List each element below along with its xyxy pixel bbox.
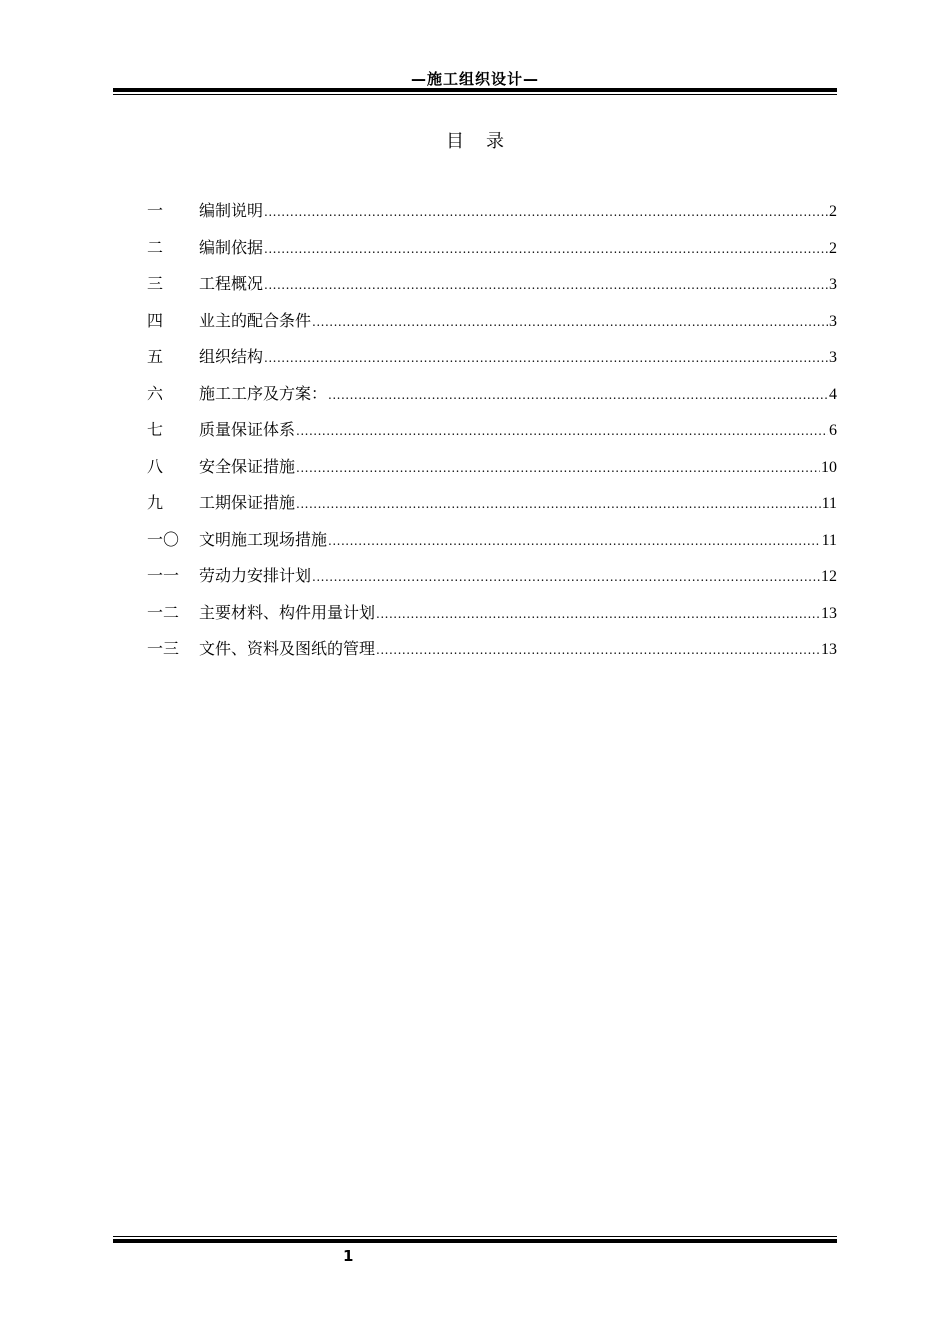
footer-rule-thick xyxy=(113,1239,837,1243)
header-rule-thick xyxy=(113,88,837,92)
toc-leader-dots xyxy=(376,643,820,657)
toc-entry-number: 九 xyxy=(147,493,164,512)
toc-entry-title: 工期保证措施 xyxy=(199,493,296,512)
toc-entry[interactable] xyxy=(147,308,837,345)
toc-entry-number: 二 xyxy=(147,237,164,257)
toc-entry-page: 2 xyxy=(829,203,837,220)
toc-entry-number: 一三 xyxy=(147,639,180,658)
toc-entry-number: 五 xyxy=(147,347,164,366)
toc-leader-dots xyxy=(296,424,828,438)
toc-entry-title: 编制说明 xyxy=(199,201,264,220)
toc-entry-page: 6 xyxy=(829,422,837,439)
toc-entry-page: 3 xyxy=(829,312,837,330)
footer-rule-thin xyxy=(113,1236,837,1237)
header-title: —施工组织设计— xyxy=(410,70,539,88)
toc-entry-number: 八 xyxy=(147,456,164,476)
toc-entry-title: 工程概况 xyxy=(199,274,264,293)
page-number: 1 xyxy=(343,1247,354,1265)
toc-entry[interactable] xyxy=(147,636,837,673)
toc-entry-number: 一一 xyxy=(147,566,180,585)
header-rule-thin xyxy=(113,94,837,95)
toc-entry-number: 一二 xyxy=(147,602,180,622)
toc-entry[interactable] xyxy=(147,198,837,235)
toc-leader-dots xyxy=(264,205,828,219)
toc-entry[interactable] xyxy=(147,563,837,600)
toc-entry[interactable] xyxy=(147,527,837,564)
toc-entry[interactable] xyxy=(147,381,837,418)
toc-title xyxy=(0,127,950,153)
toc-entry[interactable] xyxy=(147,235,837,272)
toc-entry[interactable] xyxy=(147,344,837,381)
toc-entry-title: 质量保证体系 xyxy=(199,420,296,439)
toc-leader-dots xyxy=(376,607,820,621)
toc-entry-page: 2 xyxy=(829,239,837,257)
toc-entry[interactable] xyxy=(147,454,837,491)
toc-entry-number: 四 xyxy=(147,310,164,330)
toc-entry[interactable] xyxy=(147,600,837,637)
toc-entry-number: 七 xyxy=(147,420,164,439)
toc-entry[interactable] xyxy=(147,417,837,454)
toc-title-char: 目 xyxy=(446,131,464,152)
toc-entry-page: 3 xyxy=(829,349,837,366)
toc-entry-page: 11 xyxy=(821,531,837,549)
toc-entry-title: 编制依据 xyxy=(199,237,264,257)
toc-entry-title: 主要材料、构件用量计划 xyxy=(199,602,376,622)
toc-entry-number: 三 xyxy=(147,274,164,293)
toc-entry-page: 10 xyxy=(821,458,837,476)
toc-entry-title: 施工工序及方案： xyxy=(199,383,328,403)
toc-entry[interactable] xyxy=(147,271,837,308)
toc-entry-title: 安全保证措施 xyxy=(199,456,296,476)
toc-entry-title: 文明施工现场措施 xyxy=(199,529,328,549)
toc-leader-dots xyxy=(296,497,821,511)
toc-leader-dots xyxy=(264,351,828,365)
toc-entry-page: 4 xyxy=(829,385,837,403)
toc-leader-dots xyxy=(312,570,820,584)
toc-entry-page: 13 xyxy=(821,604,837,622)
toc-entry-title: 组织结构 xyxy=(199,347,264,366)
toc-entry-title: 劳动力安排计划 xyxy=(199,566,312,585)
toc-leader-dots xyxy=(296,461,820,475)
toc-leader-dots xyxy=(264,242,828,256)
toc-entry[interactable] xyxy=(147,490,837,527)
toc-leader-dots xyxy=(328,534,821,548)
toc-title-char: 录 xyxy=(486,131,504,152)
toc-entry-number: 一 xyxy=(147,201,164,220)
toc-leader-dots xyxy=(264,278,828,292)
toc-entry-title: 业主的配合条件 xyxy=(199,310,312,330)
toc-entry-number: 六 xyxy=(147,383,164,403)
toc-entry-page: 3 xyxy=(829,276,837,293)
toc-list xyxy=(147,198,837,673)
toc-entry-page: 11 xyxy=(821,495,837,512)
toc-entry-number: 一〇 xyxy=(147,529,180,549)
toc-leader-dots xyxy=(312,315,828,329)
toc-entry-page: 13 xyxy=(821,641,837,658)
toc-entry-title: 文件、资料及图纸的管理 xyxy=(199,639,376,658)
toc-entry-page: 12 xyxy=(821,568,837,585)
toc-leader-dots xyxy=(328,388,828,402)
